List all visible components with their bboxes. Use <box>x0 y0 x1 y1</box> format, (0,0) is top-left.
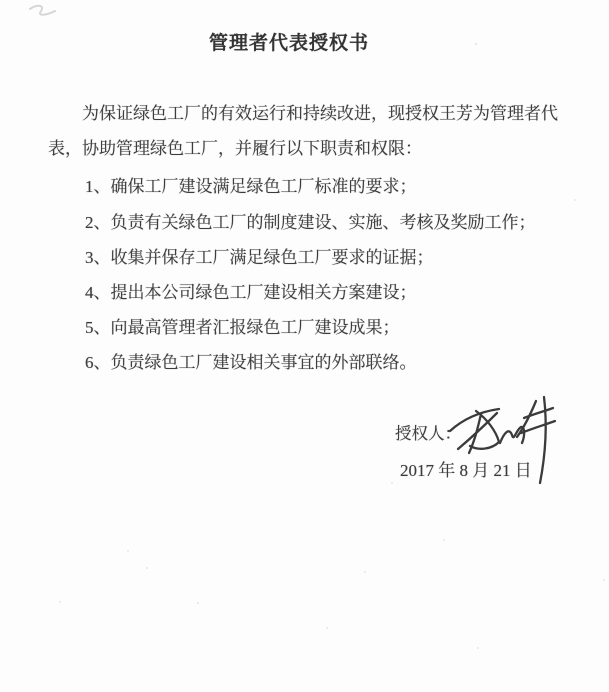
list-item: 4、提出本公司绿色工厂建设相关方案建设； <box>85 283 417 302</box>
list-item: 2、负责有关绿色工厂的制度建设、实施、考核及奖励工作； <box>85 213 536 232</box>
document-title: 管理者代表授权书 <box>208 33 369 54</box>
signature-date: 2017 年 8 月 21 日 <box>400 461 532 480</box>
list-item: 6、负责绿色工厂建设相关事宜的外部联络。 <box>85 353 417 372</box>
list-item: 1、确保工厂建设满足绿色工厂标准的要求； <box>85 177 417 196</box>
corner-pen-mark-icon <box>30 6 55 15</box>
paragraph-line: 表，协助管理绿色工厂，并履行以下职责和权限： <box>48 139 422 158</box>
authorizer-label: 授权人： <box>395 424 461 443</box>
list-item: 3、收集并保存工厂满足绿色工厂要求的证据； <box>85 248 434 267</box>
list-item: 5、向最高管理者汇报绿色工厂建设成果； <box>85 318 400 337</box>
paragraph-line: 为保证绿色工厂的有效运行和持续改进，现授权王芳为管理者代 <box>82 104 558 123</box>
